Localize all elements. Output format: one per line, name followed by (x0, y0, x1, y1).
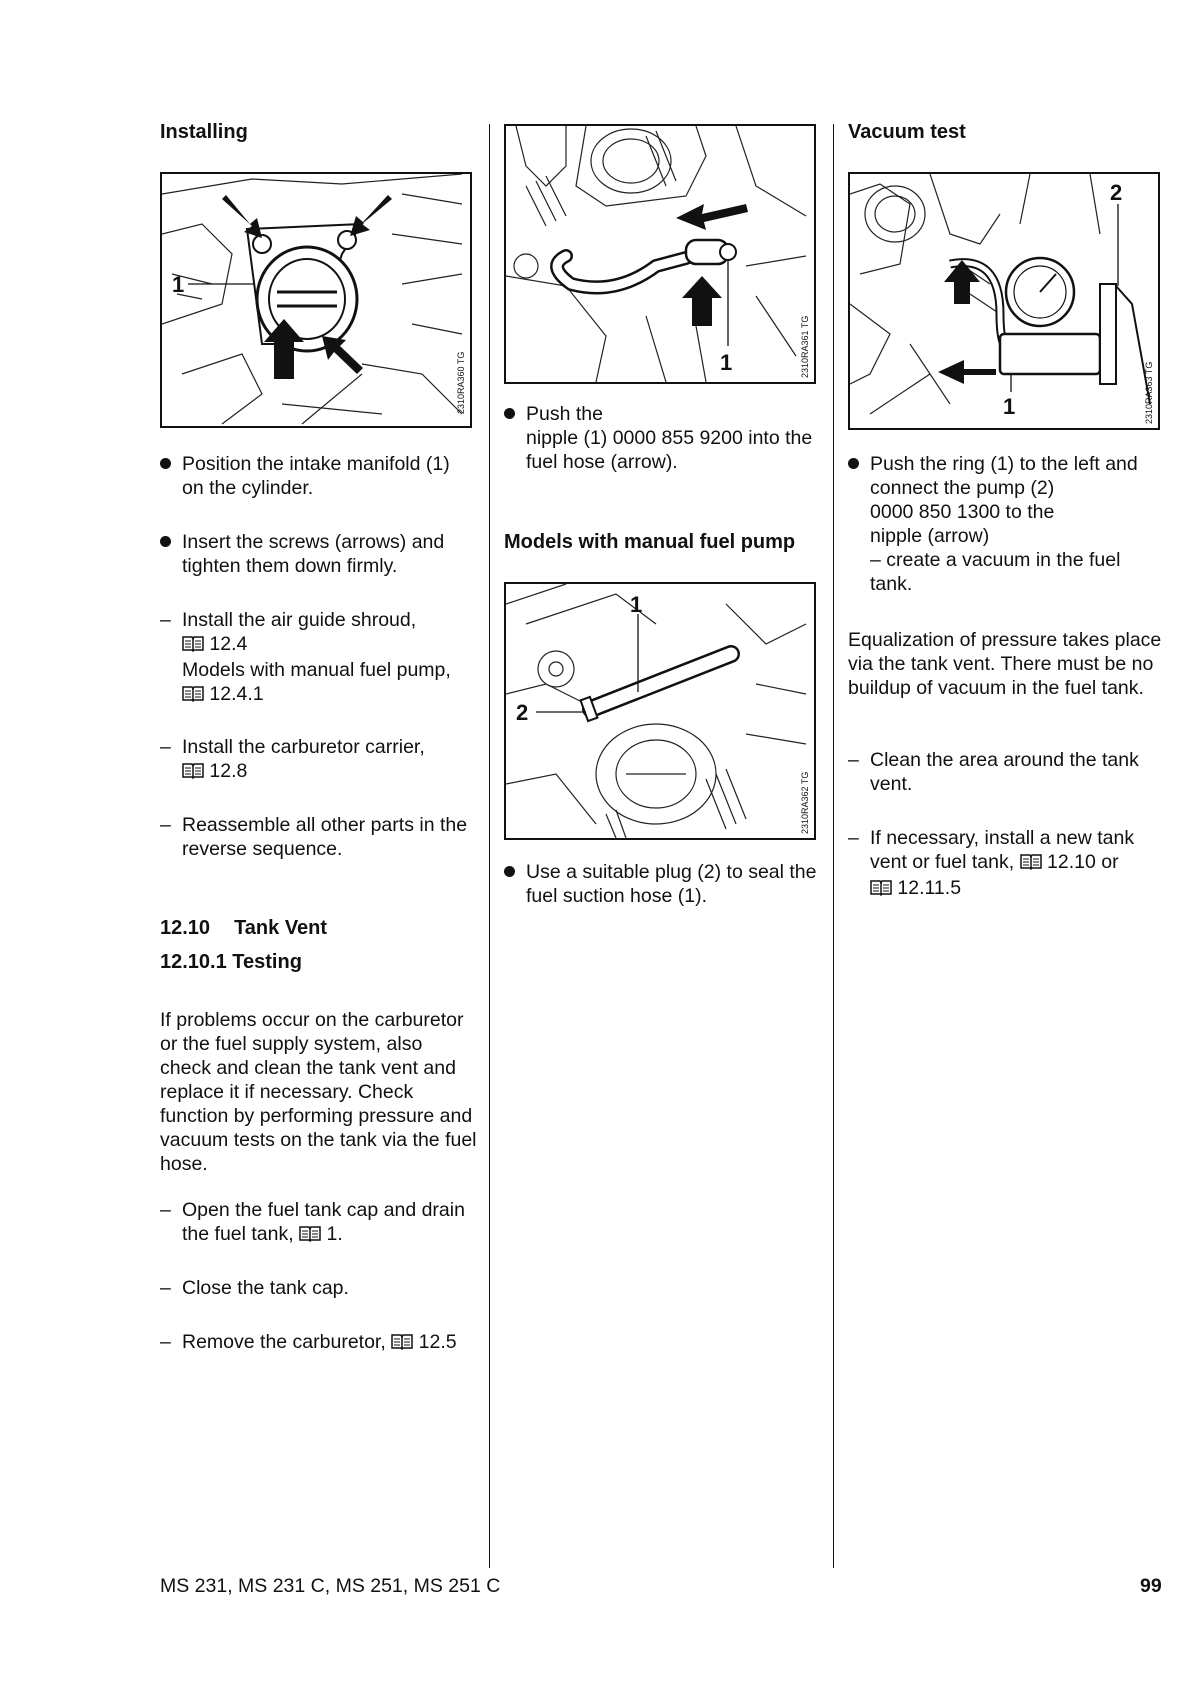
step-insert-screws: Insert the screws (arrows) and tighten them down firmly. (160, 530, 476, 578)
dash-marker: – (160, 814, 171, 836)
step-push-nipple: Push the nipple (1) 0000 855 9200 into the fuel hose (arrow). (504, 402, 822, 474)
dash-marker: – (160, 609, 171, 631)
step-remove-carburetor: – Remove the carburetor, 12.5 (160, 1330, 476, 1354)
subsection-number: 12.10.1 (160, 951, 227, 973)
figure-plug (504, 582, 816, 840)
step-install-shroud: – Install the air guide shroud, 12.4 Models with manual fuel pump, 12.4.1 (160, 608, 476, 704)
figure-code: 2310RA360 TG (456, 351, 466, 414)
figure-vacuum-pump (848, 172, 1160, 430)
step-position-manifold: Position the intake manifold (1) on the cylinder. (160, 452, 476, 500)
footer-models: MS 231, MS 231 C, MS 251, MS 251 C (160, 1575, 501, 1597)
dash-marker: – (848, 827, 859, 849)
figure-code: 2310RA362 TG (800, 771, 810, 834)
callout-2: 2 (516, 700, 529, 725)
dash-marker: – (160, 736, 171, 758)
column-divider (833, 124, 834, 1568)
book-icon (182, 634, 204, 658)
dash-marker: – (160, 1277, 171, 1299)
callout-1: 1 (172, 272, 185, 297)
manual-pump-heading: Models with manual fuel pump (504, 531, 796, 553)
figure-nipple (504, 124, 816, 384)
dash-marker: – (848, 749, 859, 771)
bullet-marker (504, 860, 524, 884)
column-divider (489, 124, 490, 1568)
step-clean-area: – Clean the area around the tank vent. (848, 749, 1139, 795)
subsection-title: Testing (232, 951, 302, 973)
book-icon (182, 761, 204, 785)
figure-code: 2310RA361 TG (800, 315, 810, 378)
book-icon (182, 684, 204, 708)
book-icon (391, 1332, 413, 1356)
step-install-carrier: – Install the carburetor carrier, 12.8 (160, 735, 476, 783)
callout-1: 1 (1003, 394, 1016, 419)
step-open-cap: – Open the fuel tank cap and drain the fuel tank, 1. (160, 1198, 476, 1246)
callout-1: 1 (630, 592, 643, 617)
dash-marker: – (160, 1331, 171, 1353)
bullet-marker (848, 452, 868, 476)
callout-1: 1 (720, 350, 733, 375)
step-install-new-vent: – If necessary, install a new tank vent or fuel tank, 12.10 or 12.11.5 (848, 826, 1164, 898)
section-heading (160, 916, 327, 940)
section-number: 12.10 (160, 917, 211, 939)
bullet-marker (160, 530, 180, 554)
figure-intake-manifold (160, 172, 472, 428)
step-connect-pump: Push the ring (1) to the left and connect the pump (2) 0000 850 1300 to the nipple (arrow) – create a vacuum in the fuel tank. (848, 452, 1164, 596)
section-title: Tank Vent (234, 917, 328, 939)
step-seal-hose: Use a suitable plug (2) to seal the fuel suction hose (1). (504, 860, 822, 908)
bullet-marker (504, 402, 524, 426)
subsection-heading (160, 950, 302, 974)
book-icon (1020, 852, 1042, 876)
step-close-cap: – Close the tank cap. (160, 1277, 349, 1299)
bullet-marker (160, 452, 180, 476)
installing-heading: Installing (160, 121, 248, 143)
book-icon (299, 1224, 321, 1248)
callout-2: 2 (1110, 180, 1123, 205)
figure-code: 2310RA363 TG (1144, 361, 1154, 424)
dash-marker: – (160, 1199, 171, 1221)
equalization-paragraph: Equalization of pressure takes place via the tank vent. There must be no buildup of vacuum in the fuel tank. (848, 629, 1162, 699)
step-reassemble: – Reassemble all other parts in the reverse sequence. (160, 814, 468, 860)
page-number: 99 (1140, 1575, 1162, 1597)
vacuum-test-heading: Vacuum test (848, 121, 966, 143)
book-icon (870, 878, 892, 902)
intro-paragraph: If problems occur on the carburetor or the fuel supply system, also check and clean the tank vent and replace it if necessary. Check function by performing pressure and vacuum tests on the tank via the fuel hose. (160, 1009, 477, 1175)
